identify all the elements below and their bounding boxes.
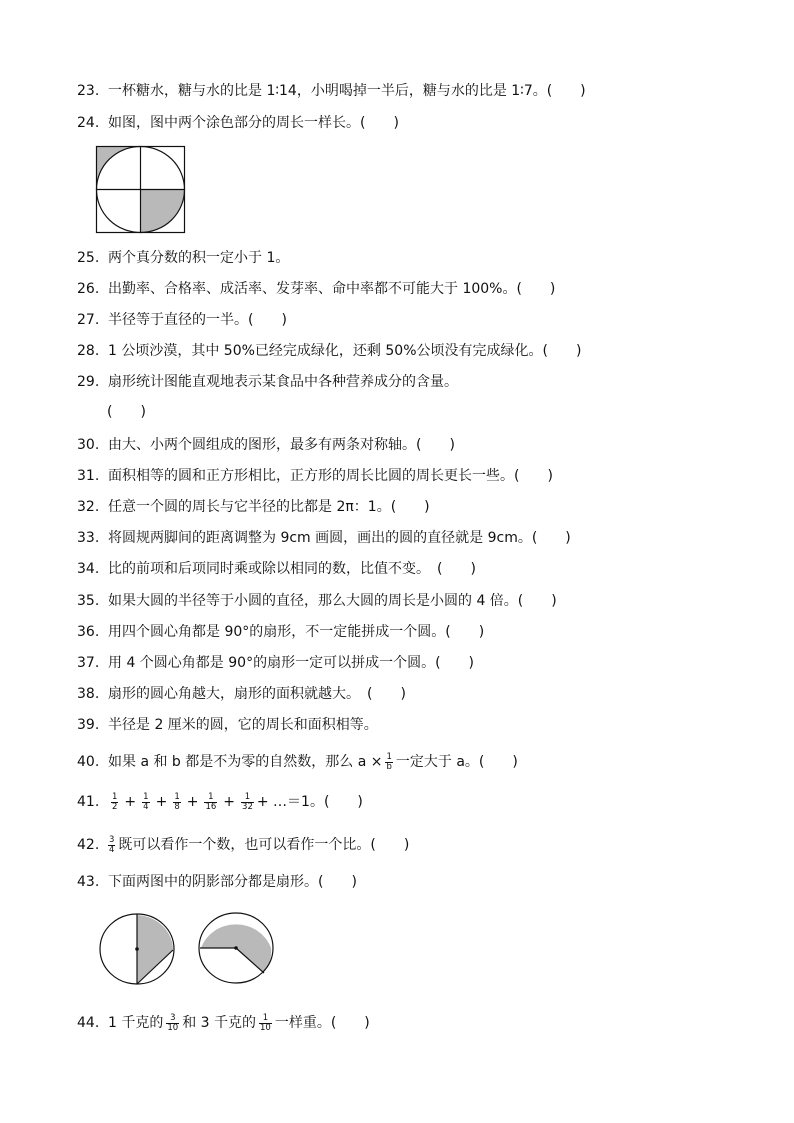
question-text-mid: 和 3 千克的 [182,1015,256,1031]
question-33 [77,528,571,548]
question-36 [77,622,484,642]
center-dot [234,946,238,950]
question-number: 34. [77,561,100,577]
question-text-tail: + …＝1。( ) [256,794,363,810]
fraction-1-over-b: $\frac{1}{b}$ [386,751,392,772]
figure-circle-sector-right [198,911,278,991]
question-34 [77,559,476,579]
question-text: 下面两图中的阴影部分都是扇形。( ) [108,874,357,890]
question-number: 37. [77,655,100,671]
question-text: 用四个圆心角都是 90°的扇形，不一定能拼成一个圆。( ) [108,624,485,640]
question-number: 24. [77,115,100,131]
fraction-1-32: $\frac{1}{32}$ [242,791,253,812]
question-text: 如果大圆的半径等于小圆的直径，那么大圆的周长是小圆的 4 倍。( ) [108,593,557,609]
question-41 [77,792,363,812]
fraction-1-2: $\frac{1}{2}$ [112,791,118,812]
question-number: 44. [77,1015,100,1031]
question-number: 29. [77,374,100,390]
question-text-post: 一定大于 a。( ) [395,754,518,770]
question-text: 用 4 个圆心角都是 90°的扇形一定可以拼成一个圆。( ) [108,655,474,671]
fraction-3-10: $\frac{3}{10}$ [167,1012,179,1033]
question-35 [77,591,557,611]
plus-sign: + [223,794,236,810]
figure-circle-sector-left [99,912,179,992]
question-text: 1 公顷沙漠，其中 50%已经完成绿化，还剩 50%公顷没有完成绿化。( ) [108,343,582,359]
question-text-post: 一样重。( ) [274,1015,370,1031]
question-number: 33. [77,530,100,546]
question-27 [77,310,287,330]
question-39 [77,715,378,735]
shaded-sector [137,915,173,984]
question-number: 26. [77,281,100,297]
question-25 [77,248,289,268]
question-text: 半径等于直径的一半。( ) [108,312,287,328]
question-text: 两个真分数的积一定小于 1。 [108,250,290,266]
question-24 [77,113,399,133]
question-text-post: 既可以看作一个数，也可以看作一个比。( ) [118,837,410,853]
question-29-answer-blank: ( ) [107,404,146,420]
plus-sign: + [124,794,137,810]
question-number: 41. [77,794,100,810]
question-31 [77,466,553,486]
question-text: 如图，图中两个涂色部分的周长一样长。( ) [108,115,399,131]
question-37 [77,653,474,673]
question-text: 面积相等的圆和正方形相比，正方形的周长比圆的周长更长一些。( ) [108,468,553,484]
question-number: 31. [77,468,100,484]
question-text: 比的前项和后项同时乘或除以相同的数，比值不变。 ( ) [108,561,476,577]
question-26 [77,279,555,299]
question-text-pre: 如果 a 和 b 都是不为零的自然数，那么 a × [108,754,383,770]
question-number: 32. [77,499,100,515]
question-number: 38. [77,686,100,702]
figure-square-circle [95,145,188,235]
question-text: 出勤率、合格率、成活率、发芽率、命中率都不可能大于 100%。( ) [108,281,556,297]
question-38 [77,684,406,704]
plus-sign: + [186,794,199,810]
question-number: 36. [77,624,100,640]
question-number: 27. [77,312,100,328]
plus-sign: + [155,794,168,810]
question-28 [77,341,581,361]
question-29 [77,372,458,392]
center-dot [135,947,139,951]
question-text: 扇形的圆心角越大，扇形的面积就越大。 ( ) [108,686,406,702]
question-43 [77,872,357,892]
question-number: 39. [77,717,100,733]
question-text: 将圆规两脚间的距离调整为 9cm 画圆，画出的圆的直径就是 9cm。( ) [108,530,571,546]
question-text-pre: 1 千克的 [108,1015,164,1031]
question-number: 42. [77,837,100,853]
fraction-1-16: $\frac{1}{16}$ [205,791,217,812]
question-23 [77,81,586,101]
question-number: 23. [77,83,100,99]
fraction-1-10: $\frac{1}{10}$ [260,1012,271,1033]
question-number: 40. [77,754,100,770]
question-number: 35. [77,593,100,609]
fraction-1-4: $\frac{1}{4}$ [143,791,149,812]
question-number: 25. [77,250,100,266]
question-text: 一杯糖水，糖与水的比是 1∶14，小明喝掉一半后，糖与水的比是 1∶7。( ) [108,83,586,99]
question-42 [77,835,409,855]
question-text: 半径是 2 厘米的圆，它的周长和面积相等。 [108,717,378,733]
shaded-region-bottom-right [141,190,185,233]
question-40 [77,752,518,772]
fraction-3-4: $\frac{3}{4}$ [109,834,115,855]
question-text: 扇形统计图能直观地表示某食品中各种营养成分的含量。 [108,374,458,390]
question-number: 30. [77,437,100,453]
question-text: 任意一个圆的周长与它半径的比都是 2π：1。( ) [108,499,430,515]
question-44 [77,1013,370,1033]
question-30 [77,435,455,455]
question-number: 28. [77,343,100,359]
question-text: 由大、小两个圆组成的图形，最多有两条对称轴。( ) [108,437,455,453]
question-number: 43. [77,874,100,890]
question-32 [77,497,430,517]
fraction-1-8: $\frac{1}{8}$ [174,791,180,812]
